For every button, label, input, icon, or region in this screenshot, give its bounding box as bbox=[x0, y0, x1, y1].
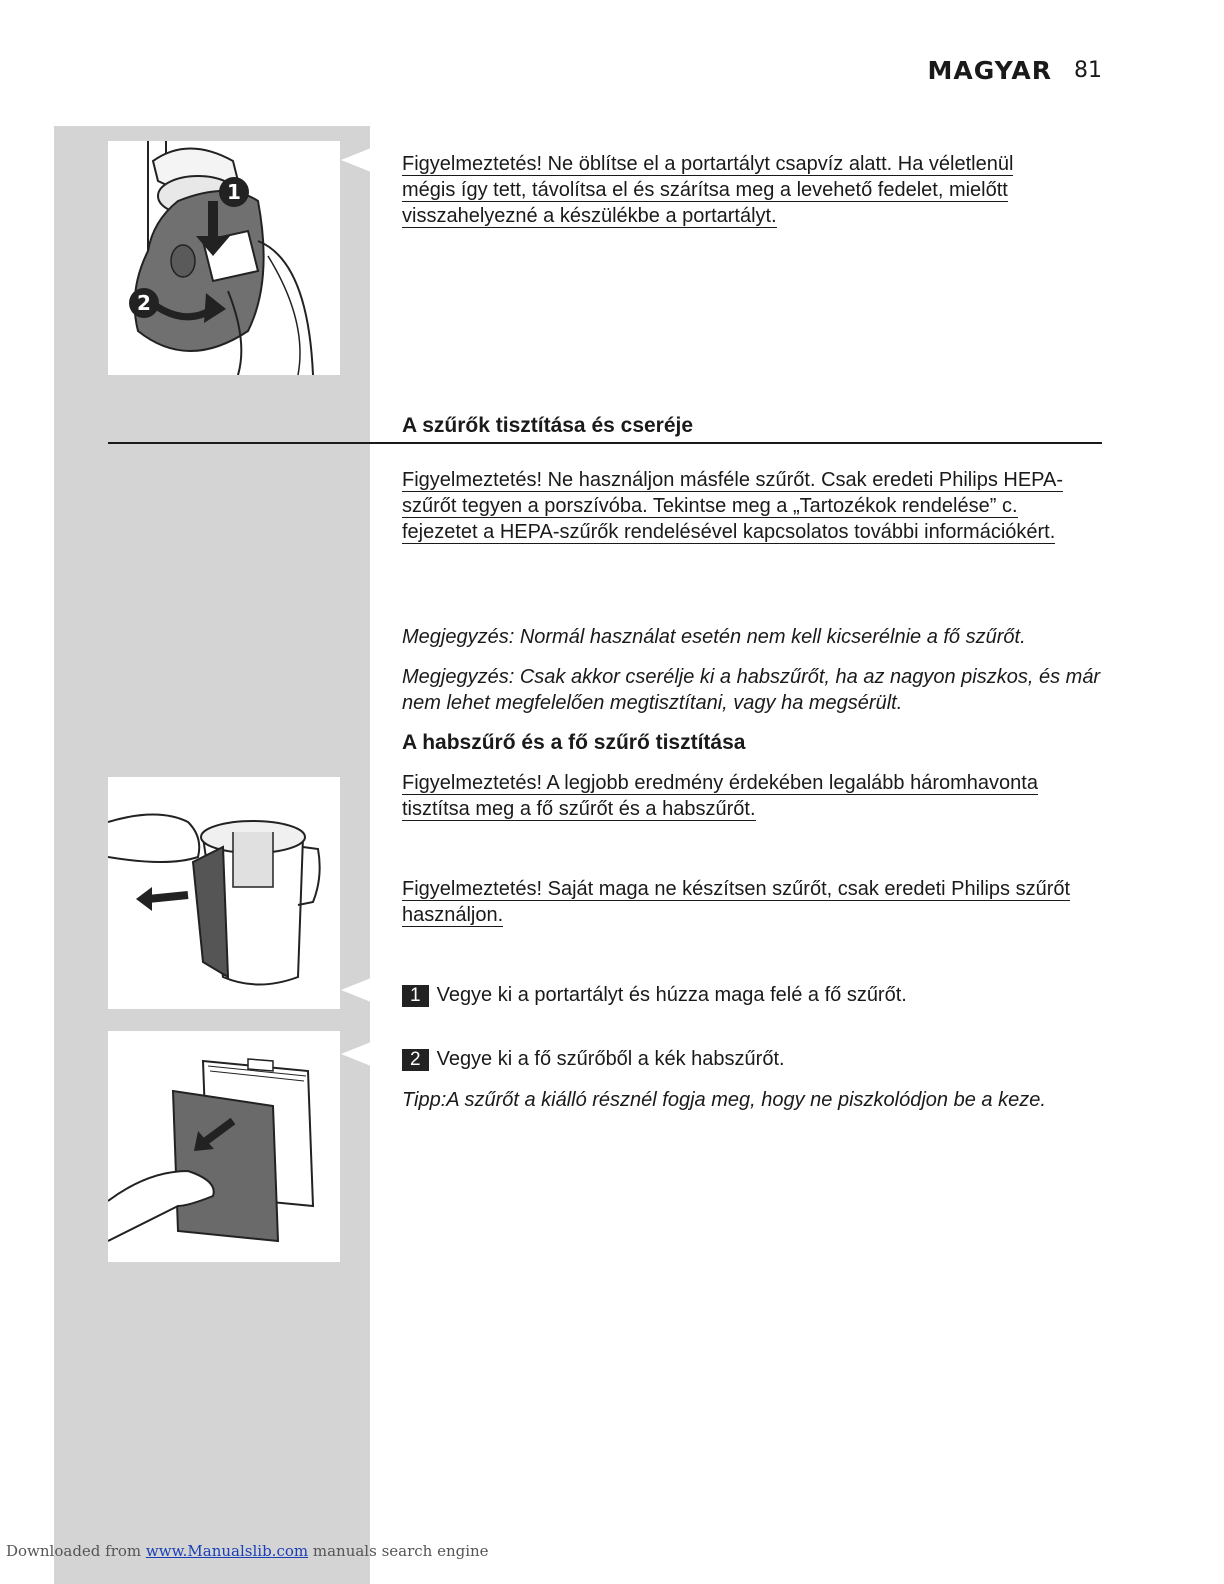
figure-pointer bbox=[341, 1042, 371, 1066]
warning-text: Figyelmeztetés! Saját maga ne készítsen szűrőt, csak eredeti Philips szűrőt használjon. bbox=[402, 878, 1071, 926]
figure-foam-filter bbox=[108, 1031, 340, 1262]
step-text: Vegye ki a portartályt és húzza maga felé a fő szűrőt. bbox=[436, 984, 907, 1006]
warning-hepa bbox=[402, 467, 1092, 545]
step-text: Vegye ki a fő szűrőből a kék habszűrőt. bbox=[436, 1048, 785, 1070]
step-1 bbox=[402, 982, 1092, 1008]
footer-suffix: manuals search engine bbox=[308, 1542, 489, 1560]
warning-text: Figyelmeztetés! A legjobb eredmény érdekében legalább háromhavonta tisztítsa meg a fő szűrőt és a habszűrőt. bbox=[402, 772, 1038, 820]
figure-dust-container bbox=[108, 141, 340, 375]
step-number: 1 bbox=[402, 985, 429, 1007]
figure-badge-2: 2 bbox=[137, 291, 151, 315]
figure-pointer bbox=[341, 148, 371, 172]
warning-text: Figyelmeztetés! Ne használjon másféle szűrőt. Csak eredeti Philips HEPA-szűrőt tegyen a porszívóba. Tekintse meg a „Tartozékok rendelése” c. fejezetet a HEPA-szűrők rendelésével kapcsolatos további információkért. bbox=[402, 469, 1064, 543]
footer-link[interactable]: www.Manualslib.com bbox=[145, 1542, 309, 1560]
page-number: 81 bbox=[1074, 58, 1102, 83]
figure-pointer bbox=[341, 978, 371, 1002]
heading-cleaning: A habszűrő és a fő szűrő tisztítása bbox=[402, 731, 746, 754]
figure-pull-filter bbox=[108, 777, 340, 1009]
step-number: 2 bbox=[402, 1049, 429, 1071]
tip-text: Tipp:A szűrőt a kiálló résznél fogja meg, hogy ne piszkolódjon be a keze. bbox=[402, 1089, 1046, 1111]
note-main-filter: Megjegyzés: Normál használat esetén nem kell kicserélnie a fő szűrőt. bbox=[402, 626, 1026, 648]
warning-diy-filter bbox=[402, 876, 1072, 928]
figure-badge-1: 1 bbox=[227, 180, 241, 204]
note-foam-filter: Megjegyzés: Csak akkor cserélje ki a habszűrőt, ha az nagyon piszkos, és már nem lehet megfelelően megtisztítani, vagy ha megsérült. bbox=[402, 666, 1101, 714]
warning-clean-interval bbox=[402, 770, 1072, 822]
step-2 bbox=[402, 1046, 1092, 1072]
footer bbox=[6, 1542, 489, 1560]
warning-dust-container bbox=[402, 151, 1072, 229]
warning-text: Figyelmeztetés! Ne öblítse el a portartályt csapvíz alatt. Ha véletlenül mégis így tett, távolítsa el és szárítsa meg a levehető fedelet, mielőtt visszahelyezné a készülékbe a portartályt. bbox=[402, 153, 1014, 227]
heading-filters: A szűrők tisztítása és cseréje bbox=[402, 414, 694, 437]
header-language: MAGYAR bbox=[927, 56, 1052, 85]
footer-prefix: Downloaded from bbox=[6, 1542, 146, 1560]
section-divider bbox=[108, 442, 1102, 444]
